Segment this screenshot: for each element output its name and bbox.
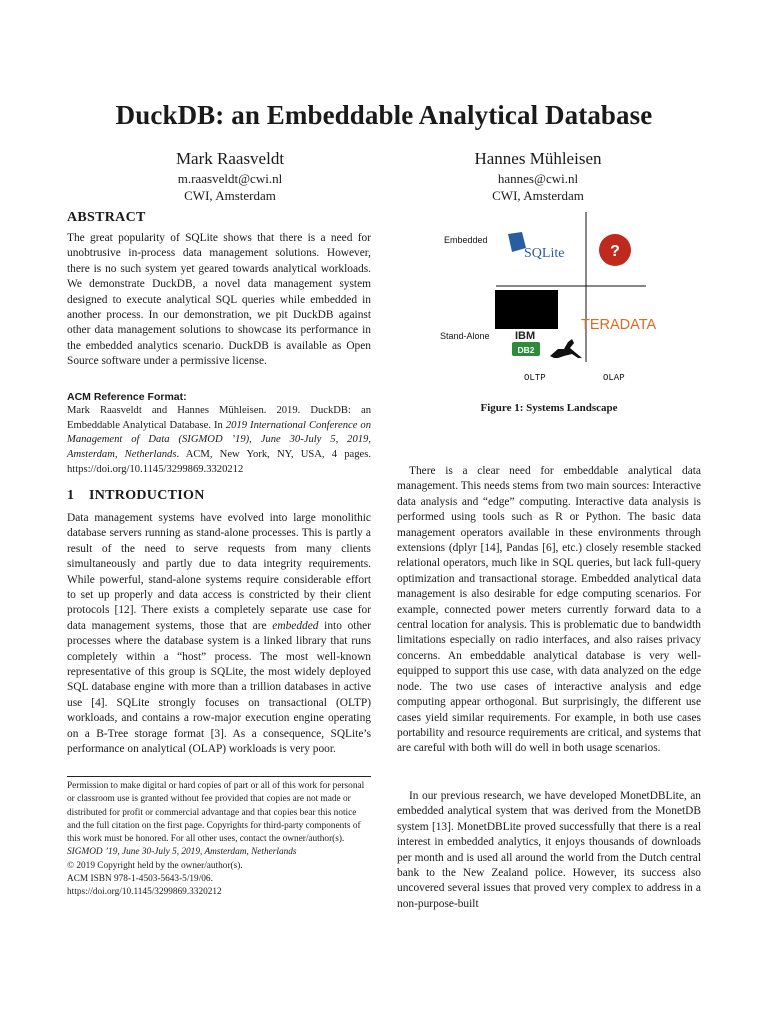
label-embedded: Embedded [444,235,488,245]
acm-reference-part1: Mark Raasveldt and Hannes Mühleisen. 2019. DuckDB: an Embeddable Analytical Database. In [67,405,371,431]
intro-text-emphasis: embedded [272,619,319,632]
copyright-footnote [67,780,371,900]
teradata-logo-text: TERADATA [581,317,657,333]
acm-reference-venue: 2019 International Conference on Management of Data (SIGMOD ’19), June 30-July 5, 2019, Amsterdam, Netherlands [67,419,372,461]
footnote-venue: SIGMOD ’19, June 30-July 5, 2019, Amsterdam, Netherlands [67,847,297,858]
label-standalone: Stand-Alone [440,331,490,341]
ibm-logo-text: IBM [515,330,536,342]
intro-heading [67,488,205,504]
permission-text: Permission to make digital or hard copies of part or all of this work for personal or classroom use is granted without fee provided that copies are not made or distributed for profit or commercial advantage and that copies bear this notice and the full citation on the first page. Copyrights for third-party components of this work must be honored. For all other uses, contact the owner/author(s). [67,781,365,845]
db2-logo-text: DB2 [517,345,535,355]
ibm-db2-logo [512,330,540,356]
right-paragraph-2: In our previous research, we have developed MonetDBLite, an embedded analytical system that was derived from the MonetDB system [13]. MonetDBLite proved successfully that there is a real interest in embedded analytics, it enjoys thousands of downloads per month and is used all around the world from the Dutch central bank to the New Zealand police. However, its success also uncovered several issues that proved very complex to address in a non-purpose-built [397,790,701,910]
right-paragraph-1: There is a clear need for embeddable analytical data management. This needs stems from two main sources: Interactive data analysis and “edge” computing. Interactive data analysis is performed using tools such as R or Python. The basic data management operators available in these environments through extensions (dplyr [14], Pandas [6], etc.) closely resemble stacked relational operators, much like in SQL queries, but lack full-query optimization and transactional storage. Embedded analytical data management is also desirable for edge computing scenarios. For example, connected power meters currently forward data to a central location for analysis. This is problematic due to bandwidth limitations especially on radio interfaces, and also raises privacy concerns. An embeddable analytical database is very well-equipped to support this use case, with data analyzed on the edge node. The two use cases of interactive analysis and edge computing appear orthogonal. But surprisingly, the different use cases yield similar requirements. For example, in both use cases portability and resource requirements are critical, and systems that are careful with both will do well in both usage scenarios. [397,465,701,755]
sqlite-logo-text: SQLite [524,246,565,261]
sqlite-logo [508,232,564,261]
author-name: Hannes Mühleisen [474,149,602,168]
author-block-2 [388,148,688,204]
systems-landscape-figure [438,212,658,384]
intro-text-b: into other processes where the database system is a linked library that runs completely within a “host” process. The most well-known representative of this group is SQLite, the most widely deployed SQL database engine with more than a trillion databases in active use [4]. SQLite strongly focuses on transactional (OLTP) workloads, and contains a row-major execution engine operating on a B-Tree storage format [3]. As a consequence, SQLite’s performance on analytical (OLAP) workloads is very poor. [67,619,371,756]
abstract-text: The great popularity of SQLite shows that there is a need for unobtrusive in-process data management solutions. However, there is no such system yet geared towards analytical workloads. We demonstrate DuckDB, a novel data management system designed to execute analytical SQL queries while embedded in another process. In our demonstration, we pit DuckDB against other data management solutions to showcase its performance in the embedded analytics scenario. DuckDB is available as Open Source software under a permissive license. [67,232,371,368]
oracle-logo-block [495,290,558,329]
author-email: m.raasveldt@cwi.nl [177,171,283,186]
intro-text-a: Data management systems have evolved into large monolithic database servers running as stand-alone processes. This is partly a result of the need to serve requests from many clients simultaneously and partly due to data integrity requirements. While powerful, stand-alone systems require considerable effort to set up properly and data access is constricted by their client protocols [12]. There exists a completely separate use case for data management systems, those that are [67,512,371,632]
acm-reference-text [67,404,371,478]
footnote-doi-link[interactable]: https://doi.org/10.1145/3299869.3320212 [67,887,222,898]
author-affiliation: CWI, Amsterdam [184,188,276,203]
intro-paragraph-1 [67,511,371,758]
author-block-1 [80,148,380,204]
question-mark: ? [610,243,620,260]
figure-caption: Figure 1: Systems Landscape [480,402,618,414]
acm-reference-part2: . ACM, New York, NY, USA, 4 pages. https://doi.org/10.1145/3299869.3320212 [67,449,371,475]
author-name: Mark Raasveldt [175,149,285,168]
footnote-copyright: © 2019 Copyright held by the owner/author(s). [67,860,243,871]
footnote-divider [67,776,371,777]
abstract-heading: ABSTRACT [67,210,146,225]
footnote-isbn: ACM ISBN 978-1-4503-5643-5/19/06. [67,874,213,885]
paper-title: DuckDB: an Embeddable Analytical Database [115,100,653,130]
label-olap: OLAP [603,373,625,383]
section-title: INTRODUCTION [89,488,205,503]
author-affiliation: CWI, Amsterdam [492,188,584,203]
label-oltp: OLTP [524,373,546,383]
acm-reference-heading: ACM Reference Format: [67,391,187,403]
question-mark-badge [599,234,631,266]
author-email: hannes@cwi.nl [497,171,579,186]
antelope-logo-icon [550,339,582,358]
section-number: 1 [67,488,75,503]
